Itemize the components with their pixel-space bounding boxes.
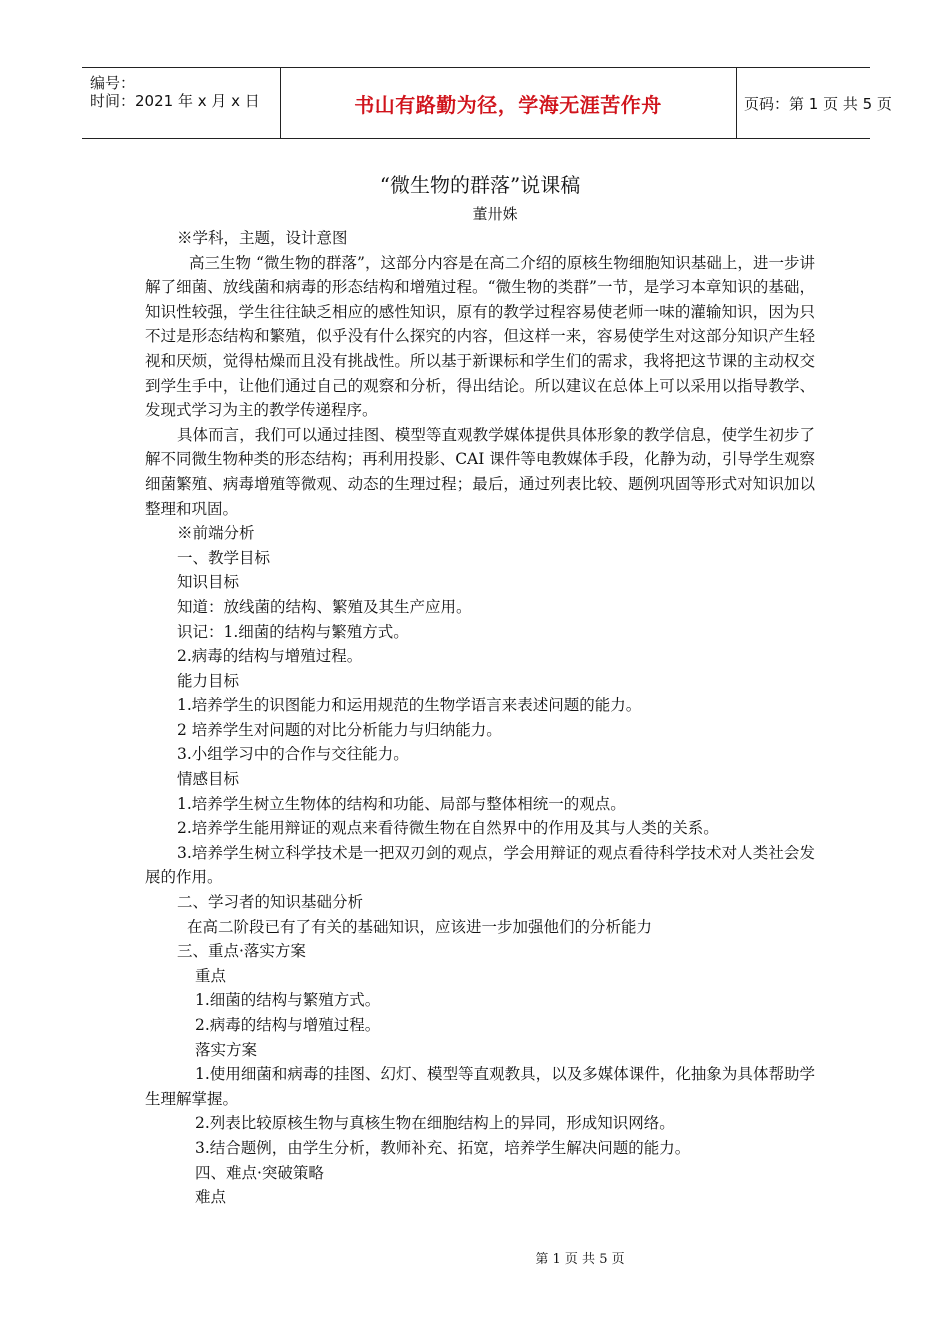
header-meta-cell: [82, 68, 281, 138]
header-page-cell: [738, 68, 892, 138]
page-footer: 第 1 页 共 5 页: [535, 1252, 625, 1267]
objective-heading: 重点: [195, 966, 227, 985]
list-item: 3.培养学生树立科学技术是一把双刃剑的观点，学会用辩证的观点看待科学技术对人类社会发展的作用。: [145, 843, 815, 887]
motto-text: 书山有路勤为径，学海无涯苦作舟: [354, 92, 662, 117]
section-heading: ※前端分析: [177, 524, 255, 543]
date-label: 时间：2021 年 x 月 x 日: [90, 92, 260, 110]
subsection-heading: 三、重点·落实方案: [177, 942, 306, 961]
header-motto-cell: [280, 68, 737, 138]
list-item: 3.小组学习中的合作与交往能力。: [177, 745, 409, 764]
list-item: 2.病毒的结构与增殖过程。: [195, 1016, 381, 1034]
section-heading: ※学科，主题，设计意图: [177, 229, 348, 247]
list-item: 1.培养学生树立生物体的结构和功能、局部与整体相统一的观点。: [177, 794, 626, 813]
objective-heading: 难点: [195, 1188, 227, 1207]
subsection-heading: 四、难点·突破策略: [195, 1163, 324, 1182]
list-item: 2.培养学生能用辩证的观点来看待微生物在自然界中的作用及其与人类的关系。: [177, 819, 719, 838]
body-paragraph: 具体而言，我们可以通过挂图、模型等直观教学媒体提供具体形象的教学信息，使学生初步了解不同微生物种类的形态结构；再利用投影、CAI 课件等电教媒体手段，化静为动，引导学生观察细菌繁殖、病毒增殖等微观、动态的生理过程；最后，通过列表比较、题例巩固等形式对知识加以整理和巩固。: [145, 425, 815, 518]
list-item: 1.细菌的结构与繁殖方式。: [195, 991, 381, 1010]
serial-number-label: 编号：: [90, 74, 136, 92]
list-item: 识记：1.细菌的结构与繁殖方式。: [177, 622, 409, 641]
objective-heading: 落实方案: [195, 1040, 258, 1059]
subsection-heading: 二、学习者的知识基础分析: [177, 893, 364, 912]
document-body: [145, 168, 815, 1210]
objective-heading: 情感目标: [177, 770, 240, 789]
objective-heading: 能力目标: [177, 671, 240, 690]
objective-heading: 知识目标: [177, 573, 240, 592]
list-item: 知道：放线菌的结构、繁殖及其生产应用。: [177, 597, 472, 616]
document-author: 董卅姝: [472, 205, 518, 223]
list-item: 2.病毒的结构与增殖过程。: [177, 647, 363, 666]
document-header: [82, 67, 892, 139]
list-item: 3.结合题例，由学生分析，教师补充、拓宽，培养学生解决问题的能力。: [195, 1138, 691, 1157]
document-title: “微生物的群落”说课稿: [379, 173, 581, 197]
list-item: 1.培养学生的识图能力和运用规范的生物学语言来表述问题的能力。: [177, 696, 642, 715]
subsection-heading: 一、教学目标: [177, 548, 271, 567]
body-paragraph: 高三生物 “微生物的群落”，这部分内容是在高二介绍的原核生物细胞知识基础上，进一步讲解了细菌、放线菌和病毒的形态结构和增殖过程。“微生物的类群”一节，是学习本章知识的基础，知识性较强，学生往往缺乏相应的感性知识，原有的教学过程容易使老师一味的灌输知识，因为只不过是形态结构和繁殖，似乎没有什么探究的内容，但这样一来，容易使学生对这部分知识产生轻视和厌烦，觉得枯燥而且没有挑战性。所以基于新课标和学生们的需求，我将把这节课的主动权交到学生手中，让他们通过自己的观察和分析，得出结论。所以建议在总体上可以采用以指导教学、发现式学习为主的教学传递程序。: [145, 253, 815, 420]
list-item: 2.列表比较原核生物与真核生物在细胞结构上的异同，形成知识网络。: [195, 1114, 675, 1133]
list-item: 1.使用细菌和病毒的挂图、幻灯、模型等直观教具，以及多媒体课件，化抽象为具体帮助学生理解掌握。: [145, 1065, 815, 1108]
body-paragraph: 在高二阶段已有了有关的基础知识，应该进一步加强他们的分析能力: [187, 917, 653, 936]
list-item: 2 培养学生对问题的对比分析能力与归纳能力。: [177, 720, 502, 739]
page-code: 页码：第 1 页 共 5 页: [744, 94, 892, 113]
